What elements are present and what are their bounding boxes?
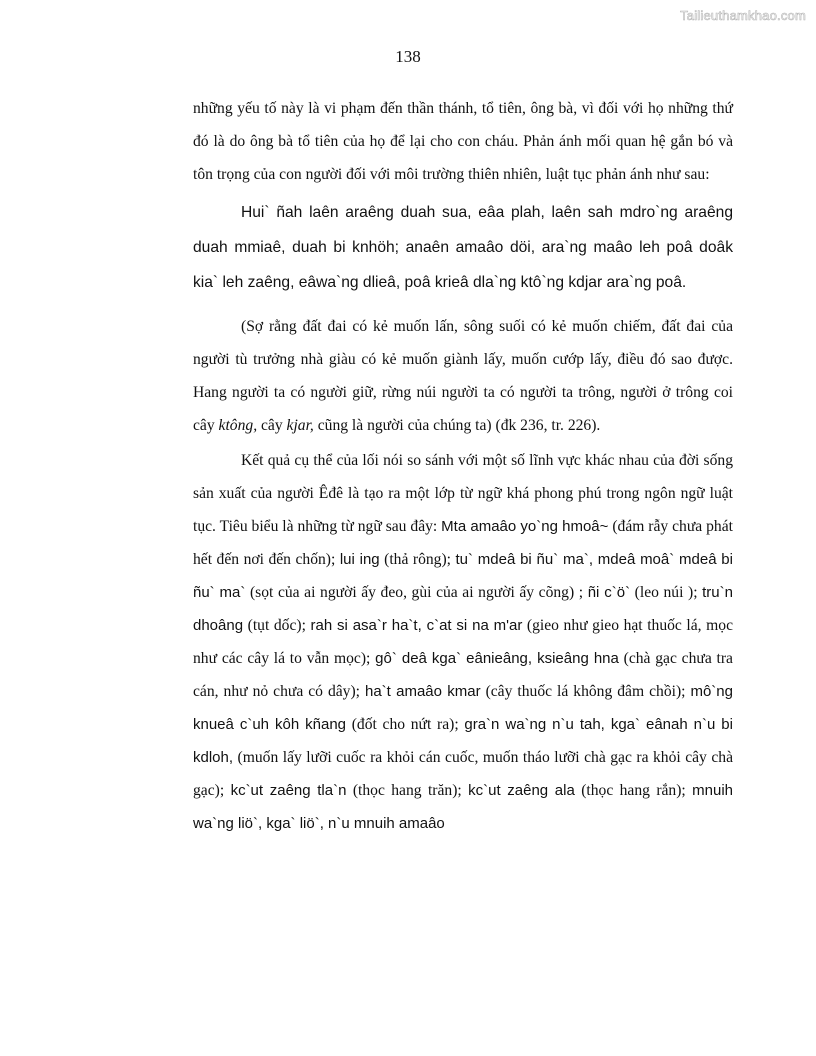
customary-law-quote: Hui` ñah laên araêng duah sua, eâa plah, laên sah mdro`ng araêng duah mmiaê, duah bi knhöh; anaên amaâo döi, ara`ng maâo leh poâ doâk kia` leh zaêng, eâwa`ng dlieâ, poâ krieâ dla`ng ktô`ng kdjar ara`ng poâ. xyxy=(193,204,733,291)
text-run: (chà gạc chưa tra cán, như nỏ chưa có dây); xyxy=(193,650,733,700)
text-run: (cây thuốc lá không đâm chồi); xyxy=(480,683,691,700)
paragraph-intro: những yếu tố này là vi phạm đến thần thánh, tổ tiên, ông bà, vì đối với họ những thứ đó là do ông bà tổ tiên của họ để lại cho con cháu. Phản ánh mối quan hệ gắn bó và tôn trọng của con người đối với môi trường thiên nhiên, luật tục phản ánh như sau: xyxy=(193,100,733,183)
text-run: Kết quả cụ thể của lối nói so sánh với một số lĩnh vực khác nhau của đời sống sản xuất của người Êđê là tạo ra một lớp từ ngữ khá phong phú trong ngôn ngữ luật tục. Tiêu biểu là những từ ngữ sau đây: xyxy=(193,452,733,535)
text-run: cũng là người của chúng ta) (đk 236, tr. 226). xyxy=(313,417,601,434)
document-body xyxy=(193,92,733,844)
ede-term: tru`n dhoâng xyxy=(193,584,733,634)
ede-term: rah si asa`r ha`t, c`at si na m'ar xyxy=(310,617,523,634)
italic-term: kjar, xyxy=(286,417,314,434)
text-run: (leo núi ); xyxy=(630,584,703,601)
ede-term: tu` mdeâ bi ñu` ma`, mdeâ moâ` mdeâ bi ñu` ma` xyxy=(193,551,733,601)
paragraph-translation xyxy=(193,310,733,442)
text-run: (thọc hang trăn); xyxy=(346,782,469,799)
text-run: (gieo như gieo hạt thuốc lá, mọc như các cây lá to vẫn mọc); xyxy=(193,617,734,667)
text-run: (thọc hang rắn); xyxy=(574,782,693,799)
text-run: (muốn lấy lưỡi cuốc ra khỏi cán cuốc, muốn tháo lưỡi chà gạc ra khỏi cây chà gạc); xyxy=(193,749,733,799)
text-run: (đám rẫy chưa phát hết đến nơi đến chốn); xyxy=(193,518,733,568)
text-run: (Sợ rằng đất đai có kẻ muốn lấn, sông suối có kẻ muốn chiếm, đất đai của người tù trưởng nhà giàu có kẻ muốn giành lấy, muốn cướp lấy, điều đó sao được. Hang người ta có người giữ, rừng núi người ta có người ta trông, người ở trông coi cây xyxy=(193,318,733,434)
ede-term: mnuih wa`ng liö`, kga` liö`, n`u mnuih amaâo xyxy=(193,782,734,832)
text-run: (đốt cho nứt ra); xyxy=(346,716,465,733)
paragraph-comparison xyxy=(193,444,733,840)
ede-term: gô` deâ kga` eânieâng, ksieâng hna xyxy=(375,650,619,667)
watermark: Tailieuthamkhao.com xyxy=(680,8,806,23)
text-run: (tụt dốc); xyxy=(243,617,311,634)
ede-term: gra`n wa`ng n`u tah, kga` eânah n`u bi kdloh, xyxy=(193,716,733,766)
text-run: (sọt của ai người ấy đeo, gùi của ai người ấy cõng) ; xyxy=(245,584,588,601)
ede-term: kc`ut zaêng ala xyxy=(468,782,575,799)
ede-term: ha`t amaâo kmar xyxy=(365,683,481,700)
ede-term: kc`ut zaêng tla`n xyxy=(230,782,347,799)
ede-term: Mta amaâo yo`ng hmoâ~ xyxy=(441,518,609,535)
ede-term: lui ing xyxy=(339,551,380,568)
ede-term: mô`ng knueâ c`uh kôh kñang xyxy=(193,683,733,733)
text-run: cây xyxy=(257,417,287,434)
italic-term: ktông, xyxy=(218,417,258,434)
text-run: (thả rông); xyxy=(379,551,456,568)
page-number: 138 xyxy=(395,47,421,66)
ede-term: ñi c`ö` xyxy=(587,584,631,601)
